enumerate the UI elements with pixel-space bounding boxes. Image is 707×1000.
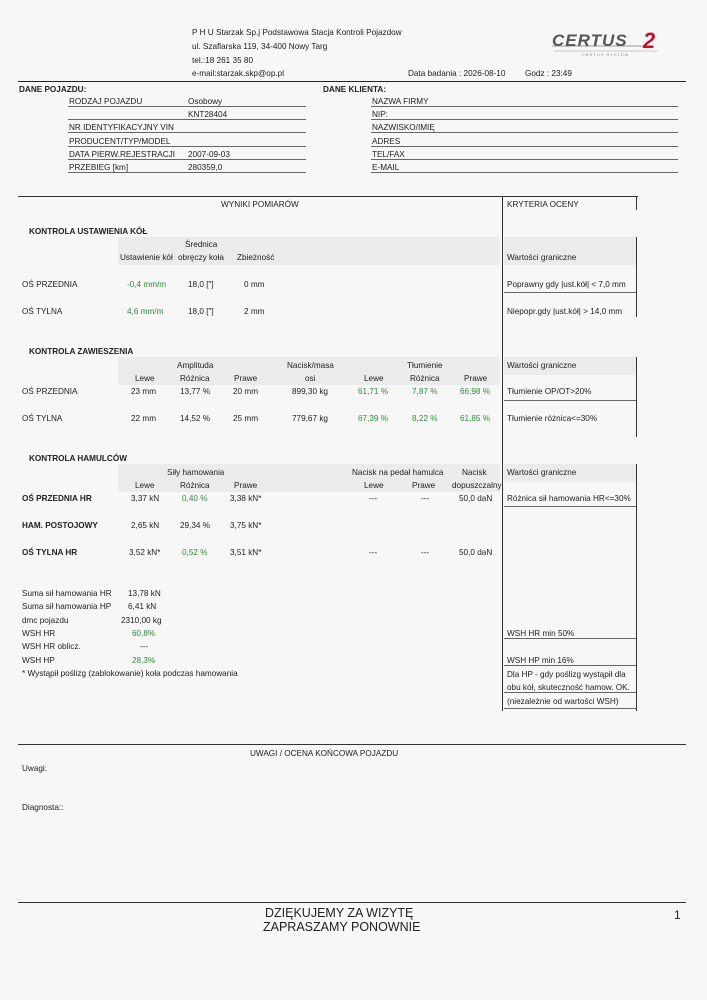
- brakes-col-nacisk-pedal: Nacisk na pedał hamulca: [352, 468, 444, 477]
- remarks-divider: [18, 744, 686, 745]
- page-number: 1: [674, 908, 681, 922]
- brakes-col-nacisk: Nacisk: [462, 468, 487, 477]
- certus-logo-mark: [548, 28, 670, 58]
- client-label-company: NAZWA FIRMY: [372, 97, 429, 106]
- inspection-time: Godz : 23:49: [525, 69, 572, 78]
- vehicle-section-title: DANE POJAZDU:: [19, 85, 87, 94]
- brakes-roznica: 29,34 %: [180, 521, 211, 530]
- criteria-note-2: obu kół, skuteczność hamow. OK.: [507, 683, 630, 692]
- criteria-title: KRYTERIA OCENY: [507, 200, 579, 209]
- footer-divider: [18, 902, 686, 903]
- suspension-col-amplituda: Amplituda: [177, 361, 214, 370]
- suspension-limits-title: Wartości graniczne: [507, 361, 577, 370]
- vehicle-value-first-registration: 2007-09-03: [188, 150, 230, 159]
- results-top-line: [18, 196, 638, 197]
- criteria-note-1: Dla HP - gdy poślizg wystąpił dla: [507, 670, 626, 679]
- brakes-lewe: 3,37 kN: [131, 494, 160, 503]
- company-address: ul. Szaflarska 119, 34-400 Nowy Targ: [192, 42, 328, 51]
- brakes-pedal-prawe: ---: [421, 494, 430, 503]
- vehicle-value-type: Osobowy: [188, 97, 223, 106]
- alignment-col-ustawienie: Ustawienie kół: [120, 253, 173, 262]
- suspension-t-roznica: 8,22 %: [412, 414, 438, 423]
- vehicle-value-mileage: 280359,0: [188, 163, 223, 172]
- brakes-pedal-prawe: ---: [421, 548, 430, 557]
- alignment-axle: OŚ PRZEDNIA: [22, 280, 78, 289]
- suspension-t-lewe: 61,71 %: [358, 387, 389, 396]
- summary-value: ---: [140, 642, 149, 651]
- header-divider: [18, 81, 686, 82]
- vehicle-label-type: RODZAJ POJAZDU: [69, 97, 143, 106]
- vehicle-value-registration: KNT28404: [188, 110, 228, 119]
- footer-thanks: DZIĘKUJEMY ZA WIZYTĘ: [265, 906, 414, 920]
- alignment-col-obreczy: obręczy koła: [178, 253, 224, 262]
- alignment-srednica: 18,0 ["]: [188, 307, 214, 316]
- suspension-col-tlumienie: Tłumienie: [407, 361, 443, 370]
- vehicle-label-mileage: PRZEBIEG [km]: [69, 163, 129, 172]
- client-section-title: DANE KLIENTA:: [323, 85, 387, 94]
- suspension-a-lewe: 22 mm: [131, 414, 157, 423]
- summary-label: Suma sił hamowania HP: [22, 602, 112, 611]
- remarks-title: UWAGI / OCENA KOŃCOWA POJAZDU: [250, 749, 399, 758]
- alignment-zbieznosc: 2 mm: [244, 307, 265, 316]
- suspension-col-t-roznica: Różnica: [410, 374, 440, 383]
- remarks-diagnosta-label: Diagnosta::: [22, 803, 64, 812]
- alignment-col-srednica: Średnica: [185, 240, 218, 249]
- brakes-nacisk-dop: 50,0 daN: [459, 494, 493, 503]
- brakes-pedal-lewe: ---: [369, 548, 378, 557]
- brakes-lewe: 3,52 kN*: [129, 548, 161, 557]
- suspension-col-t-prawe: Prawe: [464, 374, 488, 383]
- brakes-col-lewe: Lewe: [135, 481, 155, 490]
- suspension-col-prawe: Prawe: [234, 374, 258, 383]
- alignment-col-zbieznosc: Zbieżność: [237, 253, 275, 262]
- suspension-t-prawe: 61,85 %: [460, 414, 491, 423]
- summary-label: WSH HP: [22, 656, 55, 665]
- brakes-col-prawe: Prawe: [234, 481, 258, 490]
- results-title: WYNIKI POMIARÓW: [221, 200, 299, 209]
- suspension-t-lewe: 67,39 %: [358, 414, 389, 423]
- suspension-section-title: KONTROLA ZAWIESZENIA: [29, 347, 134, 356]
- criteria-note-3: (niezależnie od wartości WSH): [507, 697, 619, 706]
- alignment-criteria: Niepopr.gdy |ust.kół| > 14,0 mm: [507, 307, 623, 316]
- suspension-nacisk: 779,67 kg: [292, 414, 328, 423]
- alignment-ustawienie: -0,4 mm/m: [127, 280, 167, 289]
- suspension-a-roznica: 13,77 %: [180, 387, 211, 396]
- client-label-nip: NIP:: [372, 110, 388, 119]
- suspension-axle: OŚ PRZEDNIA: [22, 387, 78, 396]
- brakes-col-pedal-prawe: Prawe: [412, 481, 436, 490]
- suspension-criteria: Tłumienie różnica<=30%: [507, 414, 598, 423]
- certus-logo: [548, 28, 670, 58]
- summary-value: 60,8%: [132, 629, 156, 638]
- footer-invite: ZAPRASZAMY PONOWNIE: [263, 920, 421, 934]
- brakes-pedal-lewe: ---: [369, 494, 378, 503]
- summary-value: 13,78 kN: [128, 589, 161, 598]
- company-phone: tel.:18 261 35 80: [192, 56, 254, 65]
- alignment-ustawienie: 4,6 mm/m: [127, 307, 164, 316]
- brakes-limits-title: Wartości graniczne: [507, 468, 577, 477]
- summary-label: dmc pojazdu: [22, 616, 69, 625]
- suspension-col-lewe: Lewe: [135, 374, 155, 383]
- brakes-col-pedal-lewe: Lewe: [364, 481, 384, 490]
- suspension-a-roznica: 14,52 %: [180, 414, 211, 423]
- summary-value: 6,41 kN: [128, 602, 157, 611]
- suspension-criteria: Tłumienie OP/OT>20%: [507, 387, 592, 396]
- brakes-axle: HAM. POSTOJOWY: [22, 521, 98, 530]
- brakes-nacisk-dop: 50,0 daN: [459, 548, 493, 557]
- client-label-phone: TEL/FAX: [372, 150, 405, 159]
- vehicle-label-first-registration: DATA PIERW.REJESTRACJI: [69, 150, 175, 159]
- alignment-criteria: Poprawny gdy |ust.kół| < 7,0 mm: [507, 280, 626, 289]
- suspension-col-t-lewe: Lewe: [364, 374, 384, 383]
- company-name: P H U Starzak Sp.j Podstawowa Stacja Kontroli Pojazdow: [192, 28, 402, 37]
- suspension-col-roznica: Różnica: [180, 374, 210, 383]
- brakes-roznica: 0,52 %: [182, 548, 208, 557]
- suspension-a-lewe: 23 mm: [131, 387, 157, 396]
- alignment-limits-title: Wartości graniczne: [507, 253, 577, 262]
- brakes-lewe: 2,65 kN: [131, 521, 160, 530]
- brakes-prawe: 3,38 kN*: [230, 494, 262, 503]
- company-email: e-mail:starzak.skp@op.pl: [192, 69, 285, 78]
- summary-value: 2310,00 kg: [121, 616, 162, 625]
- suspension-nacisk: 899,30 kg: [292, 387, 328, 396]
- inspection-date: Data badania : 2026-08-10: [408, 69, 506, 78]
- criteria-column-divider: [502, 196, 503, 711]
- brakes-axle: OŚ PRZEDNIA HR: [22, 494, 92, 503]
- summary-label: Suma sił hamowania HR: [22, 589, 112, 598]
- criteria-wsh-hp: WSH HP min 16%: [507, 656, 574, 665]
- suspension-t-prawe: 66,98 %: [460, 387, 491, 396]
- vehicle-label-vin: NR IDENTYFIKACYJNY VIN: [69, 123, 174, 132]
- summary-label: WSH HR oblicz.: [22, 642, 81, 651]
- alignment-srednica: 18,0 ["]: [188, 280, 214, 289]
- suspension-a-prawe: 20 mm: [233, 387, 259, 396]
- client-label-email: E-MAIL: [372, 163, 400, 172]
- suspension-t-roznica: 7,87 %: [412, 387, 438, 396]
- svg-text:CERTUS: CERTUS: [552, 31, 628, 50]
- brakes-criteria: Różnica sił hamowania HR<=30%: [507, 494, 631, 503]
- brakes-col-roznica: Różnica: [180, 481, 210, 490]
- brakes-roznica: 0,40 %: [182, 494, 208, 503]
- summary-value: 28,3%: [132, 656, 156, 665]
- brakes-prawe: 3,51 kN*: [230, 548, 262, 557]
- skid-note: * Wystąpił poślizg (zablokowanie) koła podczas hamowania: [22, 669, 238, 678]
- brakes-col-dopuszczalny: dopuszczalny: [452, 481, 502, 490]
- suspension-col-nacisk: Nacisk/masa: [287, 361, 334, 370]
- alignment-section-title: KONTROLA USTAWIENIA KÓŁ: [29, 227, 148, 236]
- client-label-name: NAZWISKO/IMIĘ: [372, 123, 435, 132]
- suspension-axle: OŚ TYLNA: [22, 414, 63, 423]
- suspension-col-osi: osi: [305, 374, 316, 383]
- client-label-address: ADRES: [372, 137, 401, 146]
- vehicle-label-model: PRODUCENT/TYP/MODEL: [69, 137, 171, 146]
- alignment-axle: OŚ TYLNA: [22, 307, 63, 316]
- suspension-a-prawe: 25 mm: [233, 414, 259, 423]
- brakes-prawe: 3,75 kN*: [230, 521, 262, 530]
- brakes-section-title: KONTROLA HAMULCÓW: [29, 454, 127, 463]
- criteria-wsh-hr: WSH HR min 50%: [507, 629, 575, 638]
- summary-label: WSH HR: [22, 629, 56, 638]
- brakes-axle: OŚ TYLNA HR: [22, 548, 78, 557]
- remarks-uwagi-label: Uwagi:: [22, 764, 48, 773]
- svg-text:2: 2: [643, 28, 656, 53]
- svg-text:CERTUS SYSTEM: CERTUS SYSTEM: [582, 52, 629, 57]
- alignment-zbieznosc: 0 mm: [244, 280, 265, 289]
- brakes-col-sily: Siły hamowania: [167, 468, 225, 477]
